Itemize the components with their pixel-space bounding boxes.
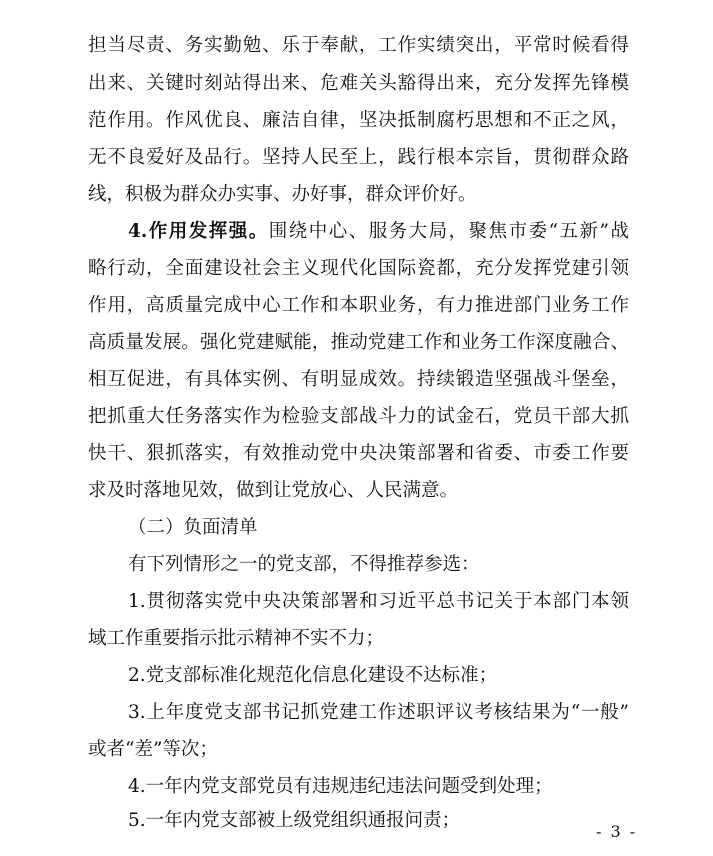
text-line: 域工作重要指示批示精神不实不力； bbox=[88, 628, 385, 649]
section-heading-line bbox=[128, 220, 629, 244]
list-item: 2.党支部标准化规范化信息化建设不达标准； bbox=[128, 665, 498, 686]
text-line: 把抓重大任务落实作为检验支部战斗力的试金石，党员干部大抓 bbox=[88, 406, 629, 427]
text-line: 出来、关键时刻站得出来、危难关头豁得出来，充分发挥先锋模 bbox=[88, 73, 629, 94]
text-line: 略行动，全面建设社会主义现代化国际瓷都，充分发挥党建引领 bbox=[88, 258, 629, 279]
text-line: 有下列情形之一的党支部，不得推荐参选： bbox=[128, 554, 480, 575]
text-line: 快干、狠抓落实，有效推动党中央决策部署和省委、市委工作要 bbox=[88, 443, 629, 464]
section-heading: 4.作用发挥强。 bbox=[128, 221, 269, 242]
list-item: 5.一年内党支部被上级党组织通报问责； bbox=[128, 810, 461, 831]
list-item: 4.一年内党支部党员有违规违纪违法问题受到处理； bbox=[128, 776, 553, 797]
text-line: 无不良爱好及品行。坚持人民至上，践行根本宗旨，贯彻群众路 bbox=[88, 147, 629, 168]
list-item: 1.贯彻落实党中央决策部署和习近平总书记关于本部门本领 bbox=[128, 591, 629, 612]
text-line: 担当尽责、务实勤勉、乐于奉献，工作实绩突出，平常时候看得 bbox=[88, 35, 629, 56]
page-number: - 3 - bbox=[596, 822, 638, 841]
text-line: 作用，高质量完成中心工作和本职业务，有力推进部门业务工作 bbox=[88, 295, 629, 316]
text-line: 高质量发展。强化党建赋能，推动党建工作和业务工作深度融合、 bbox=[88, 332, 629, 353]
text-line: 求及时落地见效，做到让党放心、人民满意。 bbox=[88, 480, 459, 501]
subsection-heading: （二）负面清单 bbox=[128, 517, 258, 538]
text-line: 线，积极为群众办实事、办好事，群众评价好。 bbox=[88, 184, 477, 205]
text-line: 范作用。作风优良、廉洁自律，坚决抵制腐朽思想和不正之风， bbox=[88, 110, 629, 131]
text-line: 围绕中心、服务大局，聚焦市委“五新”战 bbox=[268, 221, 629, 242]
text-line: 相互促进，有具体实例、有明显成效。持续锻造坚强战斗堡垒， bbox=[88, 369, 629, 390]
text-line: 或者“差”等次； bbox=[88, 739, 218, 760]
list-item: 3.上年度党支部书记抓党建工作述职评议考核结果为“一般” bbox=[128, 702, 629, 723]
